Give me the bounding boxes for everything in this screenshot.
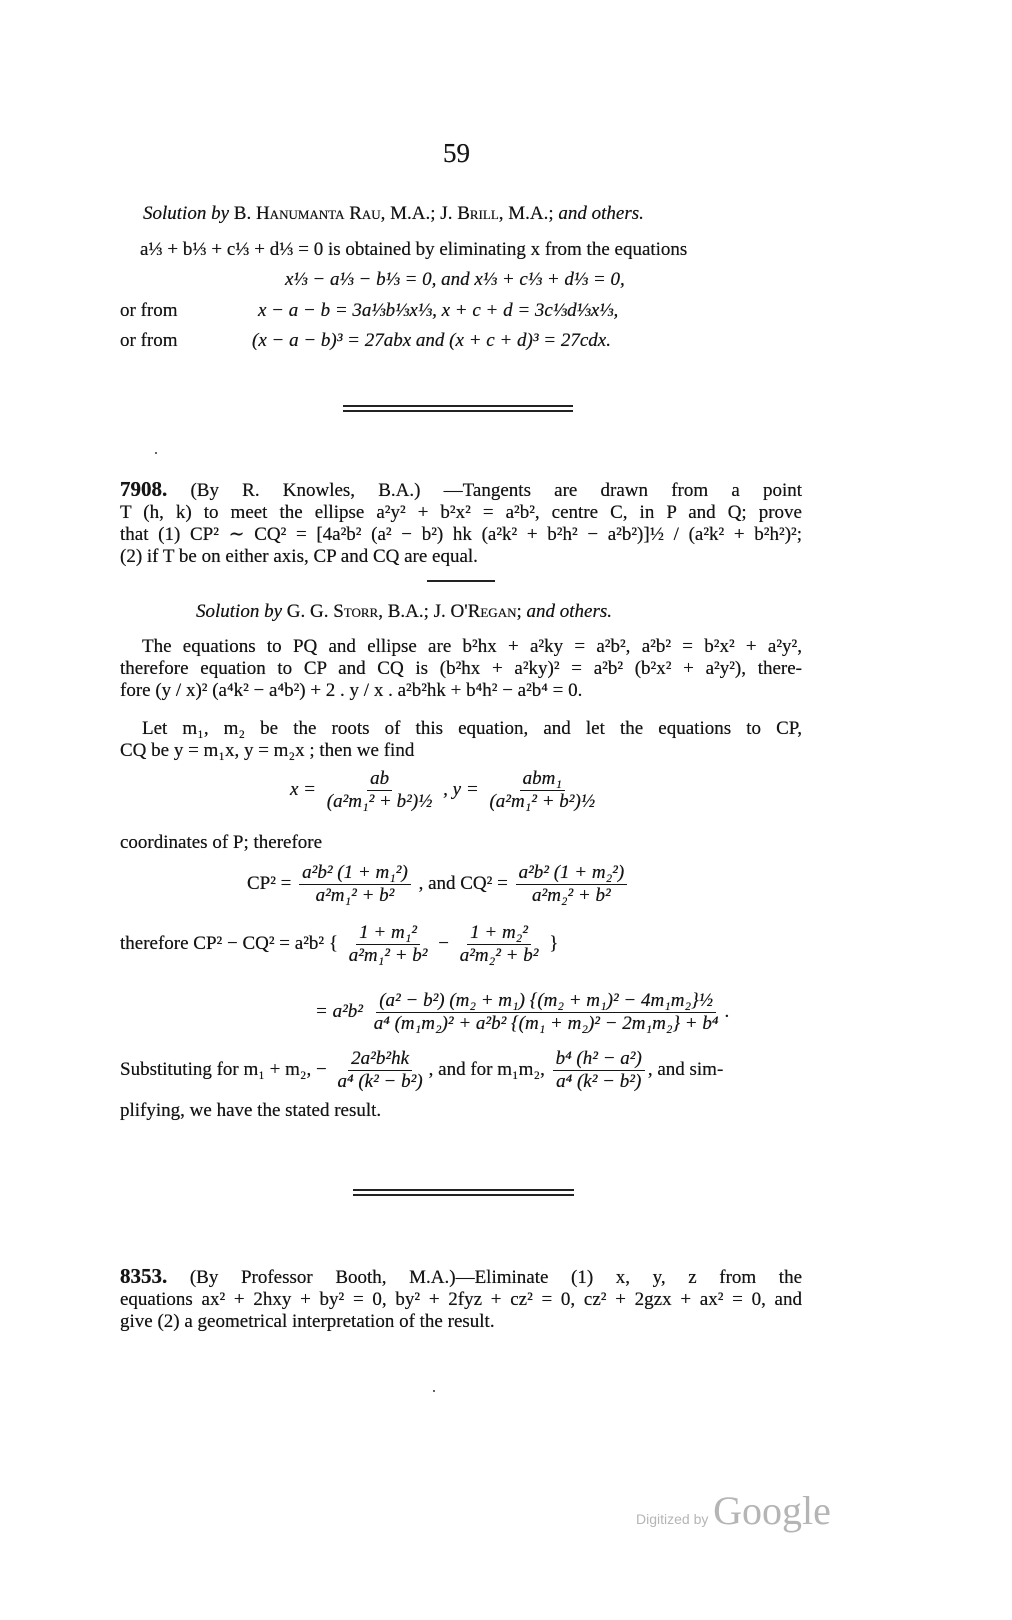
text-line: CQ be y = m₁x, y = m₂x ; then we find <box>120 740 415 761</box>
problem-number: 8353. <box>120 1264 168 1288</box>
denominator: a²m₁² + b² <box>348 945 428 966</box>
problem-7908 <box>120 478 802 568</box>
text: , and sim- <box>647 1058 724 1080</box>
text-line: plifying, we have the stated result. <box>120 1100 382 1121</box>
problem-8353 <box>120 1265 802 1333</box>
double-rule-divider <box>343 405 573 412</box>
numerator: a²b² (1 + m₁²) <box>299 862 411 885</box>
coordinate-equations <box>290 768 601 813</box>
or-from-label: or from <box>120 300 178 321</box>
fraction <box>371 990 722 1035</box>
problem-text-line: T (h, k) to meet the ellipse a²y² + b²x² = a²b², centre C, in P and Q; prove <box>120 502 802 523</box>
minus-sign: − <box>438 932 449 954</box>
eq-lhs: x = <box>290 778 317 800</box>
fraction <box>299 862 411 907</box>
eq-lhs: , and CQ² = <box>418 872 508 894</box>
fraction <box>324 768 436 813</box>
double-rule-divider <box>353 1189 574 1196</box>
fraction <box>335 1048 426 1093</box>
denominator: a⁴ (m₁m₂)² + a²b² {(m₁ + m₂)² − 2m₁m₂} + b⁴ <box>373 1013 719 1034</box>
or-from-label: or from <box>120 330 178 351</box>
google-logo: Google <box>713 1488 831 1533</box>
numerator: a²b² (1 + m₂²) <box>516 862 628 885</box>
solution-prefix: Solution by <box>143 203 230 224</box>
eq-lhs: , y = <box>443 778 479 800</box>
denominator: a⁴ (k² − b²) <box>337 1071 423 1092</box>
fraction <box>486 768 598 813</box>
page-number: 59 <box>443 138 470 168</box>
solution-byline-2 <box>196 601 612 623</box>
numerator: ab <box>367 768 392 791</box>
text: , and for m₁m₂, <box>428 1058 545 1080</box>
problem-text-line: (By R. Knowles, B.A.) —Tangents are drawn from a point <box>190 480 803 501</box>
denominator: a⁴ (k² − b²) <box>556 1071 642 1092</box>
watermark-prefix: Digitized by <box>636 1511 709 1527</box>
numerator: (a² − b²) (m₂ + m₁) {(m₂ + m₁)² − 4m₁m₂}½ <box>376 990 716 1013</box>
numerator: 1 + m₂² <box>467 922 531 945</box>
substitution-line <box>120 1048 723 1093</box>
fraction <box>553 1048 645 1093</box>
solution-suffix: and others. <box>558 203 644 224</box>
fraction <box>457 922 542 967</box>
numerator: abm₁ <box>520 768 565 791</box>
solution-byline-1 <box>143 203 644 225</box>
problem-text-line: (2) if T be on either axis, CP and CQ are equal. <box>120 546 478 567</box>
denominator: a²m₁² + b² <box>315 885 395 906</box>
solution-authors: B. Hanumanta Rau, M.A.; J. Brill, M.A.; <box>233 203 554 224</box>
equation-line: (x − a − b)³ = 27abx and (x + c + d)³ = 27cdx. <box>252 330 611 351</box>
fraction <box>516 862 628 907</box>
text-line: coordinates of P; therefore <box>120 832 323 853</box>
text: Substituting for m₁ + m₂, − <box>120 1058 327 1080</box>
numerator: 2a²b²hk <box>348 1048 412 1071</box>
eq-lhs: CP² = <box>247 872 292 894</box>
difference-equation <box>120 922 558 967</box>
problem-text-line: that (1) CP² ∼ CQ² = [4a²b² (a² − b²) hk (a²k² + b²h² − a²b²)]½ / (a²k² + b²h²)²; <box>120 524 802 545</box>
numerator: 1 + m₁² <box>356 922 420 945</box>
solution-paragraph-2 <box>120 718 802 762</box>
text-line: fore (y / x)² (a⁴k² − a⁴b²) + 2 . y / x . a²b²hk + b⁴h² − a²b⁴ = 0. <box>120 680 583 701</box>
denominator: a²m₂² + b² <box>532 885 611 906</box>
equation-line: a⅓ + b⅓ + c⅓ + d⅓ = 0 is obtained by eliminating x from the equations <box>140 239 688 260</box>
text-line: The equations to PQ and ellipse are b²hx + a²ky = a²b², a²b² = b²x² + a²y², <box>142 636 802 657</box>
problem-text-line: equations ax² + 2hxy + by² = 0, by² + 2fyz + cz² = 0, cz² + 2gzx + ax² = 0, and <box>120 1289 802 1310</box>
denominator: (a²m₁² + b²)½ <box>326 791 433 812</box>
text-line: Let m₁, m₂ be the roots of this equation, and let the equations to CP, <box>142 718 802 739</box>
short-rule <box>427 580 495 582</box>
denominator: (a²m₁² + b²)½ <box>489 791 596 812</box>
speck <box>433 1390 435 1392</box>
solution-suffix: and others. <box>526 601 612 622</box>
numerator: b⁴ (h² − a²) <box>553 1048 645 1071</box>
fraction <box>346 922 431 967</box>
eq-lhs: therefore CP² − CQ² = a²b² { <box>120 932 338 954</box>
problem-text-line: give (2) a geometrical interpretation of the result. <box>120 1311 495 1332</box>
eq-lhs: = a²b² <box>315 1000 363 1022</box>
equation-line: x − a − b = 3a⅓b⅓x⅓, x + c + d = 3c⅓d⅓x⅓, <box>258 300 619 321</box>
cp-cq-equations <box>247 862 630 907</box>
speck <box>155 452 157 454</box>
brace: } <box>549 932 559 954</box>
solution-paragraph-1 <box>120 636 802 702</box>
problem-text-line: (By Professor Booth, M.A.)—Eliminate (1) x, y, z from the <box>189 1267 803 1288</box>
digitized-by-google-watermark <box>636 1488 831 1533</box>
denominator: a²m₂² + b² <box>459 945 539 966</box>
solution-prefix: Solution by <box>196 601 283 622</box>
solution-authors: G. G. Storr, B.A.; J. O'Regan; <box>286 601 522 622</box>
problem-number: 7908. <box>120 477 168 501</box>
result-equation: = a²b² $\frac{\text{(a² − b²) (m₂ + m₁) \{(m₂ + m₁)² − 4m₁m₂\}½}}{\text{a⁴ (m₁m₂)² + a²b² \{(m₁ + m₂)² − 2m₁m₂\} + b⁴}}$ . <box>315 990 730 1034</box>
equation-line: x⅓ − a⅓ − b⅓ = 0, and x⅓ + c⅓ + d⅓ = 0, <box>285 269 625 290</box>
text-line: therefore equation to CP and CQ is (b²hx + a²ky)² = a²b² (b²x² + a²y²), there- <box>120 658 802 679</box>
